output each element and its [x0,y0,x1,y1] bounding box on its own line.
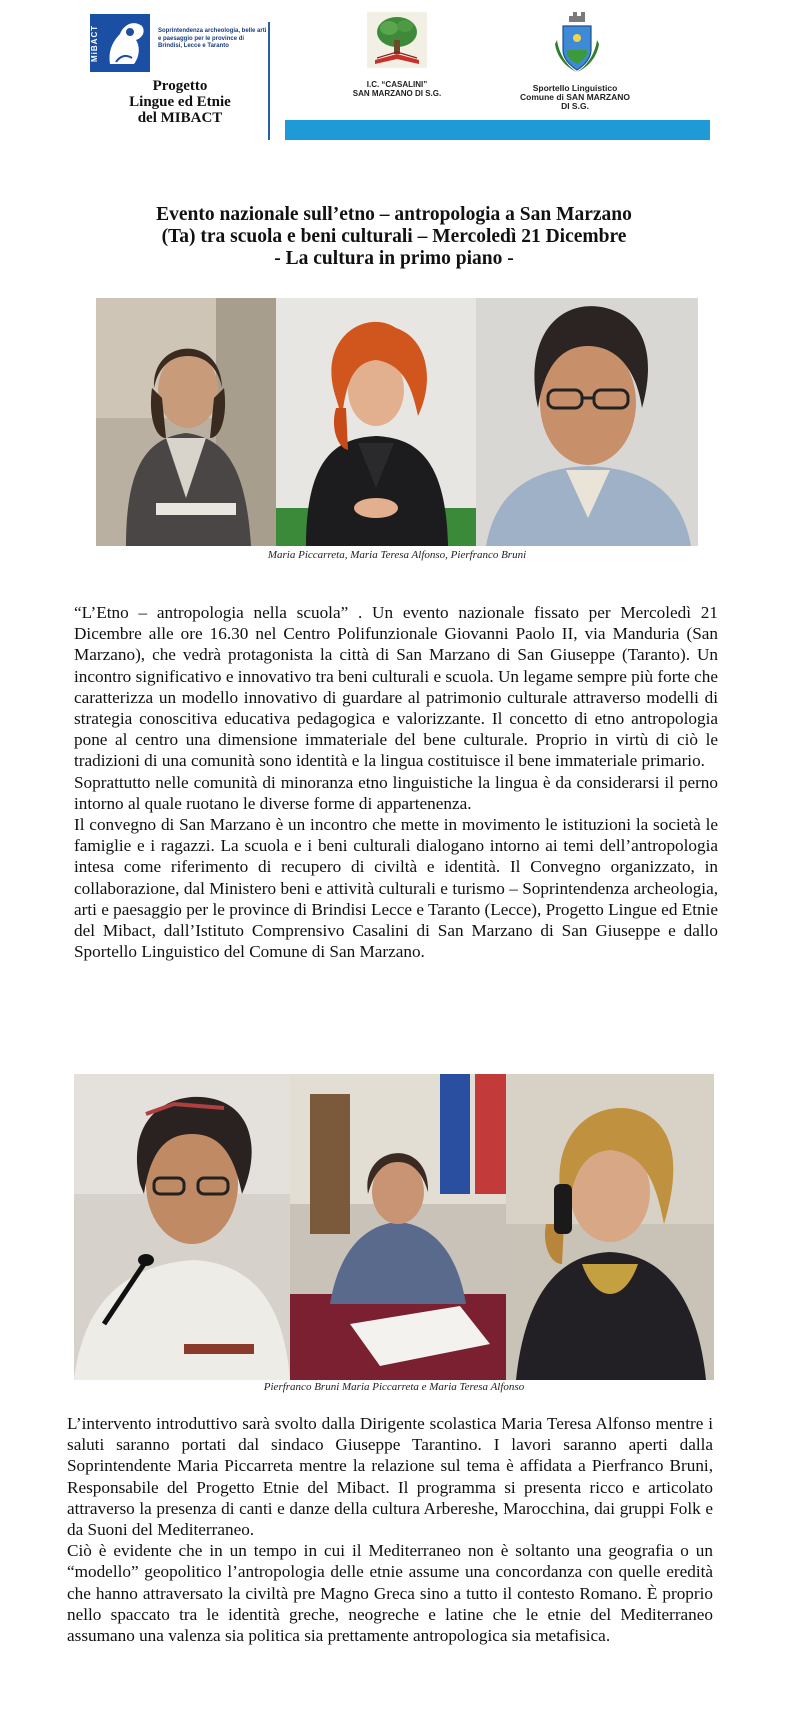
mibact-superintendence-text: Soprintendenza archeologia, belle arti e paesaggio per le province di Brindisi, Lecce e Taranto [158,28,267,49]
header [90,8,710,143]
bottom-photo-strip [74,1074,714,1380]
portrait-icon [476,298,698,546]
portrait-icon [74,1074,290,1380]
man-microphone-photo [74,1074,290,1380]
paragraph: “L’Etno – antropologia nella scuola” . Un evento nazionale fissato per Mercoledì 21 Dicembre alle ore 16.30 nel Centro Polifunzionale Giovanni Paolo II, via Manduria (San Marzano), che vedrà protagonista la città di San Marzano di San Giuseppe (Taranto). Un incontro significativo e innovativo tra beni culturali e scuola. Un legame sempre più forte che caratterizza un modello innovativo di guardare al patrimonio culturale attraverso modelli di strategia conoscitiva educativa pedagogica e valorizzante. Il concetto di etno antropologia pone al centro una dimensione immateriale del bene culturale. Proprio in virtù di ciò le tradizioni di una comunità sono identità e la lingua costituisce il bene immateriale primario. [74,603,718,771]
paragraph: Soprattutto nelle comunità di minoranza etno linguistiche la lingua è da considerarsi il perno intorno al quale ruotano le diverse forme di appartenenza. [74,772,718,813]
title-line: - La cultura in primo piano - [274,248,514,269]
woman-phone-photo [506,1074,714,1380]
header-divider [268,22,270,140]
portrait-icon [276,298,476,546]
title-line: Evento nazionale sull’etno – antropologia a San Marzano [156,204,632,225]
casalini-school-name: I.C. “CASALINI” SAN MARZANO DI S.G. [352,80,442,98]
sportello-logo-group [500,8,650,118]
portrait-icon [96,298,276,546]
mibact-project-title: Progetto Lingue ed Etnie del MIBACT [129,78,231,126]
portrait-icon [290,1074,506,1380]
woman-seated-photo [96,298,276,546]
casalini-logo-group [322,8,472,118]
top-photo-strip [96,298,698,546]
photo-caption: Pierfranco Bruni Maria Piccarreta e Maria Teresa Alfonso [263,1381,525,1393]
woman-signing-photo [290,1074,506,1380]
mibact-logo-group [90,8,270,143]
title-line: (Ta) tra scuola e beni culturali – Mercoledì 21 Dicembre [161,226,627,247]
man-glasses-photo [476,298,698,546]
tree-book-icon [367,12,427,68]
portrait-icon [506,1074,714,1380]
article-body-2 [67,1413,713,1646]
woman-red-hair-photo [276,298,476,546]
article-body-1 [74,602,718,962]
article-title [70,204,718,270]
photo-caption: Maria Piccarreta, Maria Teresa Alfonso, Pierfranco Bruni [267,549,527,561]
paragraph: Ciò è evidente che in un tempo in cui il Mediterraneo non è soltanto una geografia o un “modello” geopolitico l’antropologia delle etnie assume una concordanza con quelle eredità che hanno attraversato la civiltà pre Magno Greca sino a tutto il contesto Romano. È proprio nello spaccato tra le identità greche, neogreche e latine che le etnie del Mediterraneo assumano una valenza sia politica sia prettamente antropologica sia metafisica. [67,1541,713,1646]
sportello-name: Sportello Linguistico Comune di SAN MARZANO DI S.G. [519,83,631,111]
header-accent-bar [285,120,710,140]
paragraph: L’intervento introduttivo sarà svolto dalla Dirigente scolastica Maria Teresa Alfonso mentre i saluti saranno portati dal sindaco Giuseppe Tarantino. I lavori saranno aperti dalla Soprintendente Maria Piccarreta mentre la relazione sul tema è affidata a Pierfranco Bruni, Responsabile del Progetto Etnie del Mibact. Il programma si presenta ricco e articolato attraverso la presenza di canti e danze della cultura Arbereshe, Marocchina, dai gruppi Folk e da Suoni del Mediterraneo. [67,1414,713,1540]
municipal-crest-icon [555,10,599,76]
paragraph: Il convegno di San Marzano è un incontro che mette in movimento le istituzioni la società le famiglie e i ragazzi. La scuola e i beni culturali dialogano intorno ai temi dell’antropologia intesa come riferimento di recupero di civiltà e identità. Il Convegno organizzato, in collaborazione, dal Ministero beni e attività culturali e turismo – Soprintendenza archeologia, arti e paesaggio per le province di Brindisi Lecce e Taranto (Lecce), Progetto Lingue ed Etnie del Mibact, dall’Istituto Comprensivo Casalini di San Marzano di San Giuseppe e dallo Sportello Linguistico del Comune di San Marzano. [74,815,718,962]
mibact-vertical-text: MiBACT [90,24,99,62]
mibact-emblem-icon [90,12,150,74]
